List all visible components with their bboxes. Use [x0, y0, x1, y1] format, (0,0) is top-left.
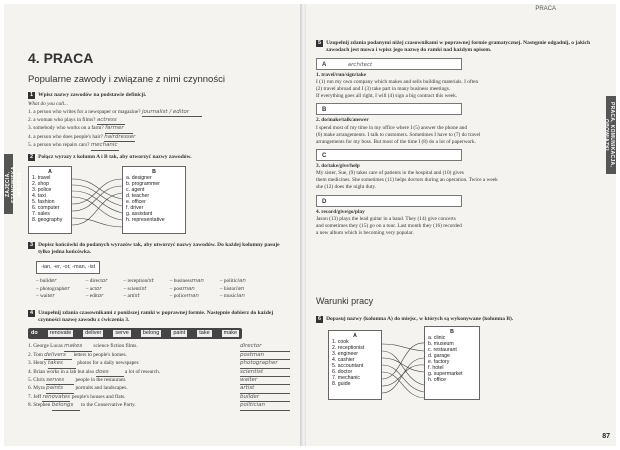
suffix-box: -ian, -er, -or, -man, -ist: [36, 261, 100, 274]
column-item: 7. mechanic: [332, 375, 360, 381]
column-item: g. supermarket: [428, 371, 463, 377]
answer-box: C: [316, 149, 462, 161]
right-side-tab: PRACA, KOMUNIKACJA, OBOWIĄZKI: [606, 96, 616, 174]
exercise-5: [316, 40, 598, 237]
column-item: 1. travel: [32, 175, 51, 181]
exercise-2: [28, 154, 288, 161]
question-item: 1. a person who writes for a newspaper or magazine? journalist / editor: [28, 109, 288, 117]
exercise-1: [28, 92, 288, 151]
column-item: 5. accountant: [332, 363, 364, 369]
text-line: If everything goes all right, I will (4) sign a big contract this week.: [316, 93, 458, 100]
text-line: Jason (13) plays the lead guitar in a band. They (14) give concerts: [316, 215, 456, 222]
text-line: I (1) run my own company which makes and sells building materials. I often: [316, 78, 479, 85]
column-item: h. representative: [126, 217, 165, 223]
verb-list: 4. record/give/go/play: [316, 208, 365, 215]
sentence-item: 3. Henry takes photos for a daily newspaper. photographer: [28, 360, 290, 368]
column-item: e. factory: [428, 359, 450, 365]
sentence-item: 7. Jeff renovates people's houses and flats. builder: [28, 394, 290, 402]
question-item: 5. a person who repairs cars? mechanic: [28, 142, 288, 150]
left-page: [4, 4, 302, 446]
exercise-number: 3: [30, 242, 34, 248]
exercise-title: Dopasuj nazwy (kolumna A) do miejsc, w których są wykonywane (kolumna B).: [326, 316, 514, 322]
exercise-3: [28, 242, 290, 301]
column-item: 2. shop: [32, 181, 50, 187]
matching-lines: [382, 330, 424, 400]
running-header: PRACA: [535, 6, 556, 12]
column-heading: B: [152, 169, 156, 175]
column-item: 3. engineer: [332, 351, 358, 357]
column-item: a. clinic: [428, 335, 446, 341]
exercise-title: Połącz wyrazy z kolumn A i B tak, aby utworzyć nazwy zawodów.: [38, 154, 192, 160]
suffix-grid: – builder – photographer – waiter – director – actor – editor – receptionist – scientist – artist – businessman – postman – policeman – politician – historian – musician: [36, 278, 246, 300]
column-item: 7. sales: [32, 211, 50, 217]
text-line: arrangements for my boss. But most of the time I (8) do a lot of paperwork.: [316, 138, 476, 145]
chapter-subtitle: Popularne zawody i związane z nimi czynności: [28, 74, 225, 85]
question-item: 4. a person who does people's hair? hairdresser: [28, 134, 288, 142]
column-item: 4. taxi: [32, 193, 46, 199]
sentence-item: 4. Brian works in a lab but also does a lot of research. scientist: [28, 369, 290, 377]
right-page: [306, 4, 616, 446]
answer-box: A architect: [316, 58, 462, 70]
column-item: c. agent: [126, 187, 145, 193]
answer-box: D: [316, 195, 462, 207]
exercise-title: Wpisz nazwy zawodów na podstawie definicji.: [38, 92, 147, 98]
column-item: 8. guide: [332, 381, 351, 387]
matching-lines: [72, 166, 122, 236]
section-title: Warunki pracy: [316, 296, 374, 306]
exercise-number: 4: [30, 310, 34, 316]
column-item: b. programmer: [126, 181, 161, 187]
answer-box: B: [316, 103, 462, 115]
column-heading: B: [450, 329, 454, 335]
exercise-title: Uzupełnij zdania czasownikami z poniższej ramki w poprawnej formie. Następnie dobierz do każdej czynności nazwę zawodu z ćwiczenia 3.: [38, 310, 274, 324]
column-item: c. restaurant: [428, 347, 457, 353]
exercise-intro: What do you call...: [28, 101, 69, 108]
text-line: a new album which is becoming very popular.: [316, 229, 414, 236]
column-item: d. teacher: [126, 193, 150, 199]
sentence-item: 6. Myra paints portraits and landscapes. artist: [28, 385, 290, 393]
word-box: do renovate deliver serve belong paint take make: [28, 328, 242, 339]
exercise-title: Uzupełnij zdania podanymi niżej czasownikami w poprawnej formie gramatycznej. Następnie odgadnij, o jakich zawodach jest mowa i wpisz jego nazwę do ramki nad każdym opisem.: [326, 40, 591, 54]
column-item: d. garage: [428, 353, 450, 359]
text-line: I spend most of my time in my office where I (5) answer the phone and: [316, 124, 467, 131]
column-item: 2. receptionist: [332, 345, 365, 351]
column-item: 6. doctor: [332, 369, 353, 375]
column-item: 3. police: [32, 187, 52, 193]
page-number: 87: [602, 433, 610, 440]
column-item: 5. fashion: [32, 199, 55, 205]
column-item: b. museum: [428, 341, 454, 347]
column-heading: A: [353, 333, 357, 339]
exercise-number: 2: [30, 154, 34, 160]
sentence-item: 5. Chris serves people in the restaurant. waiter: [28, 377, 290, 385]
text-line: she (12) does the night duty.: [316, 184, 376, 191]
column-item: f. driver: [126, 205, 144, 211]
column-item: 1. cook: [332, 339, 349, 345]
column-item: h. office: [428, 377, 447, 383]
verb-list: 3. do/take/give/help: [316, 162, 360, 169]
column-b-box: [122, 166, 186, 234]
column-item: e. officer: [126, 199, 146, 205]
sentence-item: 2. Tom delivers letters to people's homes. postman: [28, 352, 290, 360]
question-item: 2. a woman who plays in films? actress: [28, 117, 288, 125]
column-item: g. assistant: [126, 211, 153, 217]
text-line: (6) make arrangements. I talk to customers. Sometimes I have to (7) do travel: [316, 131, 481, 138]
column-b-box: [424, 326, 480, 400]
left-side-tab: ZAJĘCIA, STANOWISKA, MIEJSCA: [4, 154, 13, 214]
verb-list: 1. travel/run/sign/take: [316, 71, 367, 78]
column-item: f. hotel: [428, 365, 444, 371]
chapter-title: 4. PRACA: [28, 50, 94, 66]
column-a-box: [28, 166, 72, 234]
column-heading: A: [48, 169, 52, 175]
text-line: My sister, Sue, (9) takes care of patients in the hospital and (10) gives: [316, 170, 464, 177]
exercise-6: [316, 316, 598, 323]
exercise-title: Dopisz końcówki do podanych wyrazów tak, aby utworzyć nazwy zawodów. Do każdej kolumny pasuje tylko jedna końcówka.: [38, 242, 280, 256]
column-item: 8. geography: [32, 217, 63, 223]
verb-list: 2. do/make/talk/answer: [316, 117, 369, 124]
question-item: 3. somebody who works on a farm? farmer: [28, 125, 288, 133]
column-item: 6. computer: [32, 205, 60, 211]
sentence-item: 1. George Lucas makes science fiction films. director: [28, 343, 290, 351]
exercise-number: 6: [318, 316, 322, 322]
text-line: (2) travel abroad and I (3) take part in many business meetings.: [316, 86, 451, 93]
sentence-item: 8. Stephen belongs to the Conservative Party. politician: [28, 402, 290, 410]
exercise-4: [28, 310, 290, 411]
text-line: them medicines. She sometimes (11) helps doctors during an operation. Twice a week: [316, 177, 498, 184]
column-item: a. designer: [126, 175, 152, 181]
column-item: 4. cashier: [332, 357, 355, 363]
exercise-number: 1: [30, 92, 34, 98]
column-a-box: [328, 330, 382, 400]
exercise-number: 5: [318, 40, 322, 46]
text-line: and sometimes they (15) go on a tour. Last month they (16) recorded: [316, 222, 462, 229]
